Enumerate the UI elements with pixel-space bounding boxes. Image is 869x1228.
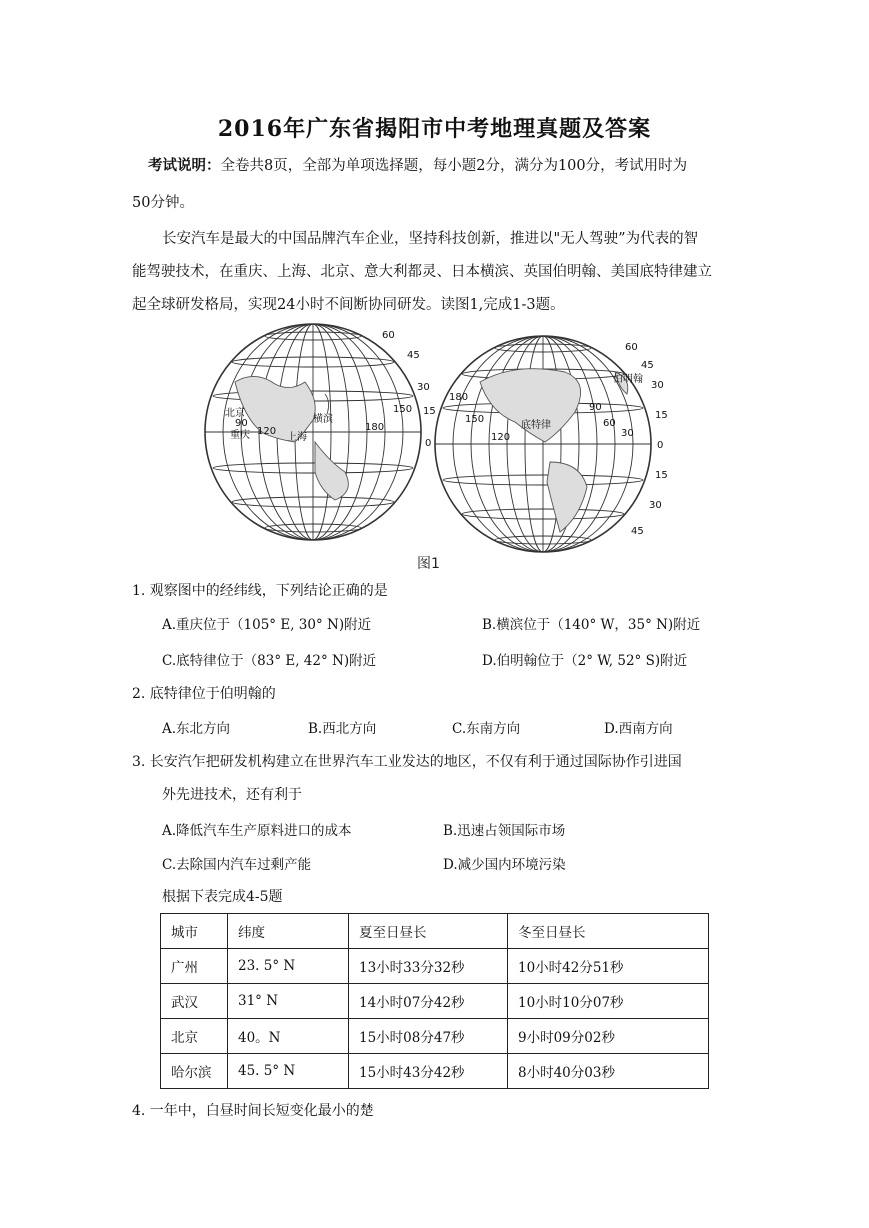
label-chongqing: 重庆 bbox=[230, 430, 250, 441]
lat-30: 30 bbox=[417, 382, 430, 393]
lon-90: 90 bbox=[235, 418, 248, 429]
lat-0: 0 bbox=[425, 438, 432, 449]
table-row bbox=[161, 1054, 709, 1089]
q1-option-d: D.伯明翰位于（2° W, 52° S)附近 bbox=[482, 653, 688, 669]
rlat-45s: 45 bbox=[631, 526, 644, 537]
rlat-15s: 15 bbox=[655, 470, 668, 481]
q3-option-c: C.去除国内汽车过剩产能 bbox=[162, 857, 312, 873]
table-cell: 23. 5° N bbox=[228, 949, 349, 984]
lat-45: 45 bbox=[407, 350, 420, 361]
table-header-cell: 夏至日昼长 bbox=[349, 914, 508, 949]
q3-option-a: A.降低汽车生产原料进口的成本 bbox=[162, 823, 352, 839]
table-cell: 14小时07分42秒 bbox=[349, 984, 508, 1019]
table-cell: 9小时09分02秒 bbox=[508, 1019, 709, 1054]
rlon-150: 150 bbox=[465, 414, 485, 425]
instructions bbox=[148, 156, 687, 176]
rlon-180: 180 bbox=[449, 392, 469, 403]
rlon-30: 30 bbox=[621, 428, 634, 439]
intro-line3: 起全球研发格局，实现24小时不间断协同研发。读图1,完成1-3题。 bbox=[132, 297, 565, 313]
question-1-stem: 1. 观察图中的经纬线，下列结论正确的是 bbox=[132, 583, 388, 599]
table-intro: 根据下表完成4-5题 bbox=[162, 889, 283, 905]
table-cell: 10小时42分51秒 bbox=[508, 949, 709, 984]
rlat-45: 45 bbox=[641, 360, 654, 371]
rlat-15: 15 bbox=[655, 410, 668, 421]
table-cell: 哈尔滨 bbox=[161, 1054, 228, 1089]
lat-15: 15 bbox=[423, 406, 436, 417]
table-header-cell: 城市 bbox=[161, 914, 228, 949]
rlon-60: 60 bbox=[603, 418, 616, 429]
q2-option-b: B.西北方向 bbox=[308, 721, 377, 737]
label-beijing: 北京 bbox=[225, 408, 245, 419]
label-yokohama: 横滨 bbox=[313, 414, 333, 425]
table-row bbox=[161, 1019, 709, 1054]
page-title: 2016年广东省揭阳市中考地理真题及答案 bbox=[217, 116, 652, 142]
right-globe bbox=[435, 336, 651, 552]
table-cell: 45. 5° N bbox=[228, 1054, 349, 1089]
q3-option-d: D.减少国内环境污染 bbox=[443, 857, 566, 873]
q1-option-b: B.横滨位于（140° W，35° N)附近 bbox=[482, 617, 701, 633]
instructions-text: 全卷共8页，全部为单项选择题，每小题2分，满分为100分，考试用时为 bbox=[220, 158, 688, 174]
intro-line2: 能驾驶技术，在重庆、上海、北京、意大利都灵、日本横滨、英国伯明翰、美国底特律建立 bbox=[132, 264, 712, 280]
daylength-table bbox=[160, 913, 709, 1089]
table-cell: 13小时33分32秒 bbox=[349, 949, 508, 984]
question-4-stem: 4. 一年中，白昼时间长短变化最小的楚 bbox=[132, 1103, 374, 1119]
table-cell: 15小时08分47秒 bbox=[349, 1019, 508, 1054]
q1-option-a: A.重庆位于（105° E, 30° N)附近 bbox=[162, 617, 372, 633]
rlat-30s: 30 bbox=[649, 500, 662, 511]
lat-60: 60 bbox=[382, 330, 395, 341]
intro-line1: 长安汽车是最大的中国品牌汽车企业，坚持科技创新，推进以"无人驾驶”为代表的智 bbox=[162, 231, 699, 247]
table-row bbox=[161, 949, 709, 984]
label-detroit: 底特律 bbox=[521, 420, 551, 431]
table-cell: 北京 bbox=[161, 1019, 228, 1054]
table-header-cell: 冬至日昼长 bbox=[508, 914, 709, 949]
figure-globes bbox=[195, 322, 682, 574]
question-3-stem: 3. 长安汽乍把研发机构建立在世界汽车工业发达的地区，不仅有利于通过国际协作引进国 bbox=[132, 754, 682, 770]
question-2-stem: 2. 底特律位于伯明翰的 bbox=[132, 686, 276, 702]
lon-120: 120 bbox=[257, 426, 277, 437]
figure-caption: 图1 bbox=[417, 556, 440, 572]
rlat-60: 60 bbox=[625, 342, 638, 353]
lon-150: 150 bbox=[393, 404, 413, 415]
table-cell: 武汉 bbox=[161, 984, 228, 1019]
q2-option-d: D.西南方向 bbox=[604, 721, 673, 737]
q1-option-c: C.底特律位于（83° E, 42° N)附近 bbox=[162, 653, 377, 669]
table-cell: 40。N bbox=[228, 1019, 349, 1054]
table-cell: 8小时40分03秒 bbox=[508, 1054, 709, 1089]
table-cell: 15小时43分42秒 bbox=[349, 1054, 508, 1089]
table-header-cell: 纬度 bbox=[228, 914, 349, 949]
rlon-120: 120 bbox=[491, 432, 511, 443]
instructions-line2: 50分钟。 bbox=[132, 195, 194, 211]
instructions-label: 考试说明： bbox=[148, 157, 221, 174]
q3-option-b: B.迅速占领国际市场 bbox=[443, 823, 566, 839]
lon-180: 180 bbox=[365, 422, 385, 433]
q2-option-c: C.东南方向 bbox=[452, 721, 521, 737]
table-row bbox=[161, 984, 709, 1019]
table-header-row bbox=[161, 914, 709, 949]
table-cell: 广州 bbox=[161, 949, 228, 984]
rlon-90: 90 bbox=[589, 402, 602, 413]
rlat-0: 0 bbox=[657, 440, 664, 451]
question-3-stem-cont: 外先进技术，还有利于 bbox=[162, 787, 302, 803]
rlat-30: 30 bbox=[651, 380, 664, 391]
label-shanghai: 上海 bbox=[287, 432, 307, 443]
table-cell: 31° N bbox=[228, 984, 349, 1019]
label-birmingham: 伯明翰 bbox=[613, 374, 643, 385]
table-cell: 10小时10分07秒 bbox=[508, 984, 709, 1019]
q2-option-a: A.东北方向 bbox=[162, 721, 231, 737]
